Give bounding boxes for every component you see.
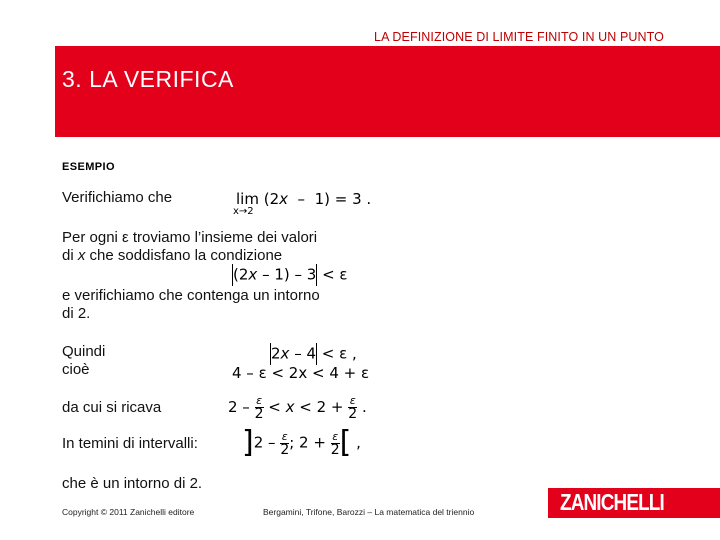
text-verifichiamo: Verifichiamo che: [62, 189, 173, 206]
text-quindi: Quindi: [62, 343, 106, 360]
formula-limit: lim (2x – 1) = 3 .: [236, 190, 372, 208]
text-cioe: cioè: [62, 361, 90, 378]
formula-abs-ineq: 2x – 4 < ε ,: [270, 343, 357, 365]
header-title: LA DEFINIZIONE DI LIMITE FINITO IN UN PUNTO: [374, 30, 664, 44]
text-verifichiamo-intorno: e verifichiamo che contenga un intorno: [62, 287, 320, 304]
text-intorno-di-2: che è un intorno di 2.: [62, 475, 203, 492]
text-intervalli: In temini di intervalli:: [62, 435, 198, 452]
text-da-cui: da cui si ricava: [62, 399, 162, 416]
formula-double-ineq: 4 – ε < 2x < 4 + ε: [232, 364, 370, 382]
footer-copyright: Copyright © 2011 Zanichelli editore: [62, 507, 195, 517]
formula-range-ineq: 2 – $\frac{\varepsilon}{2}$ < x < 2 + $\frac{\varepsilon}{2}$ .: [228, 394, 367, 422]
footer-authors: Bergamini, Trifone, Barozzi – La matematica del triennio: [263, 507, 475, 517]
formula-limit-subscript: x→2: [233, 206, 254, 217]
text-per-ogni: Per ogni ε troviamo l’insieme dei valori: [62, 229, 318, 246]
section-title: 3. LA VERIFICA: [62, 66, 234, 92]
formula-interval: ]2 – $\frac{\varepsilon}{2}$ ; 2 + $\frac{\varepsilon}{2}$ [ ,: [242, 425, 361, 460]
example-label: ESEMPIO: [62, 161, 115, 173]
publisher-logo: ZANICHELLI: [560, 489, 664, 515]
text-di-2: di 2.: [62, 305, 91, 322]
text-di-x: di x che soddisfano la condizione: [62, 247, 283, 264]
formula-condition: (2x – 1) – 3 < ε: [232, 264, 348, 286]
